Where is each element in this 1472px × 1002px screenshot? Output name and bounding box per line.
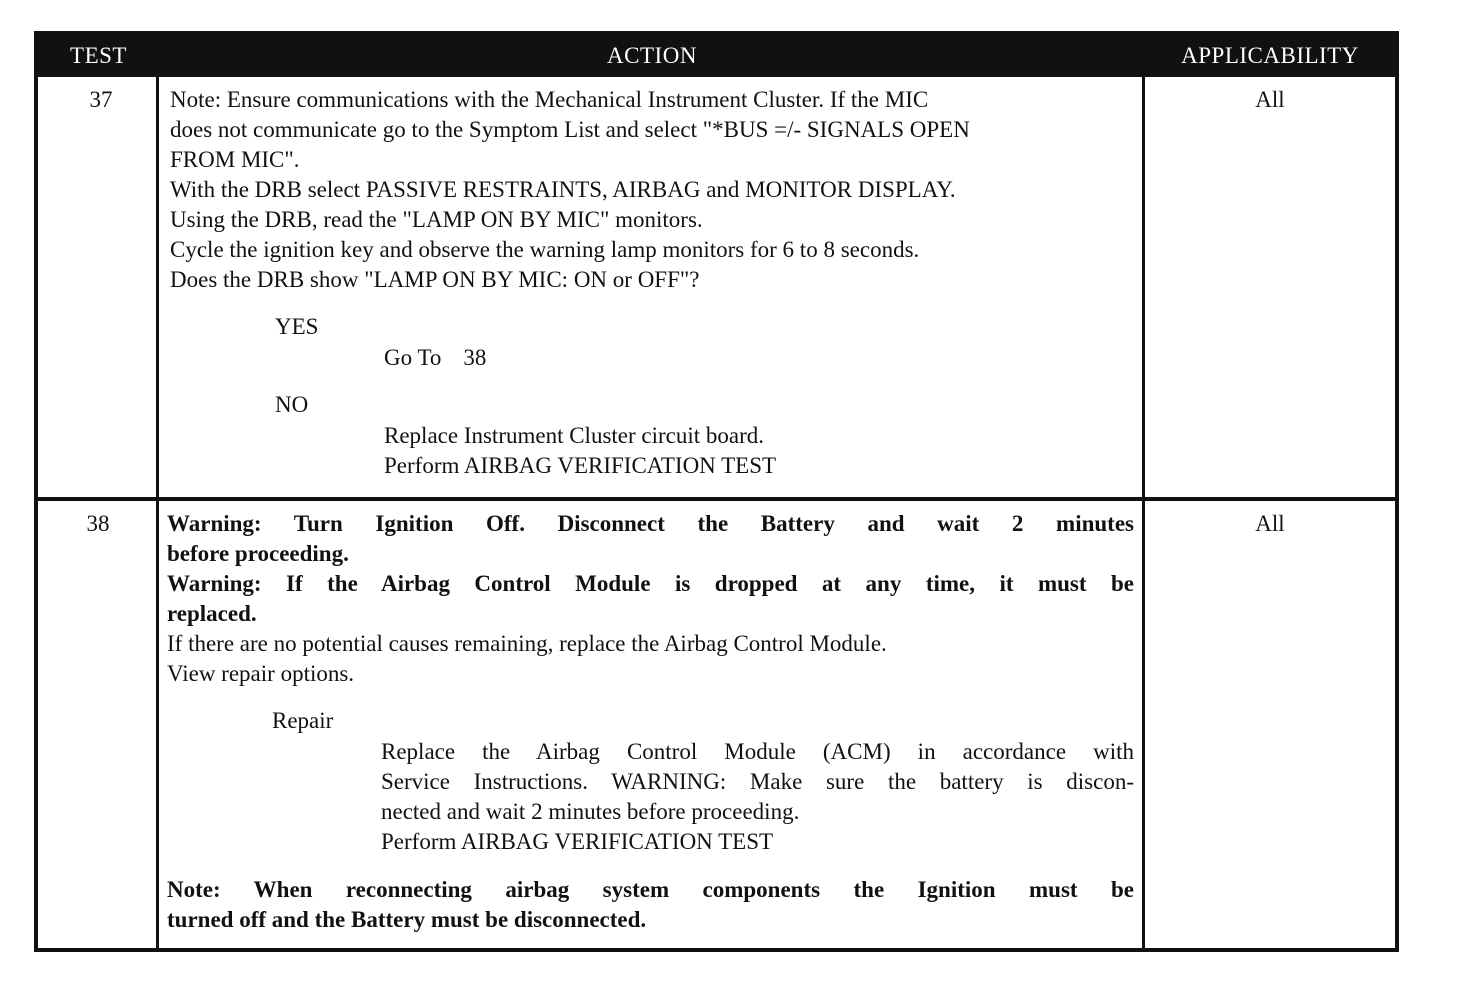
applicability-value: All (1255, 87, 1285, 112)
warning-line: Warning: Turn Ignition Off. Disconnect the Battery and wait 2 minutes (167, 511, 1134, 536)
action-cell (159, 501, 1145, 948)
warning-line: Warning: If the Airbag Control Module is dropped at any time, it must be (167, 571, 1134, 596)
warning-line: before proceeding. (167, 541, 349, 566)
table-row (38, 77, 1395, 497)
reconnect-note (167, 875, 1134, 935)
action-line: With the DRB select PASSIVE RESTRAINTS, AIRBAG and MONITOR DISPLAY. (170, 177, 956, 202)
repair-line: Replace the Airbag Control Module (ACM) in accordance with (381, 739, 1134, 764)
no-branch (275, 390, 1134, 481)
test-number: 37 (38, 77, 159, 497)
action-line: Using the DRB, read the "LAMP ON BY MIC" monitors. (170, 207, 703, 232)
repair-line: nected and wait 2 minutes before proceeding. (381, 799, 800, 824)
goto-link[interactable] (384, 343, 1134, 373)
goto-target: 38 (463, 345, 487, 370)
header-action: ACTION (607, 43, 697, 68)
action-line: If there are no potential causes remaining, replace the Airbag Control Module. (167, 631, 887, 656)
action-line: Does the DRB show "LAMP ON BY MIC: ON or OFF"? (170, 267, 700, 292)
repair-branch (272, 706, 1134, 857)
warning-line: replaced. (167, 601, 257, 626)
action-cell (159, 77, 1145, 497)
diagnostic-test-table (34, 31, 1399, 952)
yes-label: YES (275, 314, 319, 339)
yes-body (384, 343, 1134, 373)
action-line: Note: Ensure communications with the Mechanical Instrument Cluster. If the MIC (170, 87, 929, 112)
action-line: View repair options. (167, 661, 355, 686)
no-label: NO (275, 392, 309, 417)
action-line: does not communicate go to the Symptom List and select "*BUS =/- SIGNALS OPEN (170, 117, 970, 142)
goto-label: Go To (384, 345, 442, 370)
yes-branch (275, 312, 1134, 373)
action-line: Cycle the ignition key and observe the warning lamp monitors for 6 to 8 seconds. (170, 237, 920, 262)
header-applicability: APPLICABILITY (1181, 43, 1359, 68)
action-line: FROM MIC". (170, 147, 300, 172)
repair-line: Perform AIRBAG VERIFICATION TEST (381, 829, 774, 854)
table-header (38, 35, 1395, 77)
repair-label: Repair (272, 708, 334, 733)
no-action-line: Perform AIRBAG VERIFICATION TEST (384, 453, 777, 478)
applicability-value: All (1255, 511, 1285, 536)
repair-line: Service Instructions. WARNING: Make sure the battery is discon- (381, 769, 1134, 794)
no-body (384, 421, 1134, 481)
note-line: turned off and the Battery must be disconnected. (167, 907, 647, 932)
repair-body (381, 737, 1134, 857)
note-line: Note: When reconnecting airbag system components the Ignition must be (167, 877, 1134, 902)
table-row (38, 497, 1395, 948)
test-number: 38 (38, 501, 159, 948)
header-test: TEST (70, 43, 127, 68)
no-action-line: Replace Instrument Cluster circuit board. (384, 423, 765, 448)
